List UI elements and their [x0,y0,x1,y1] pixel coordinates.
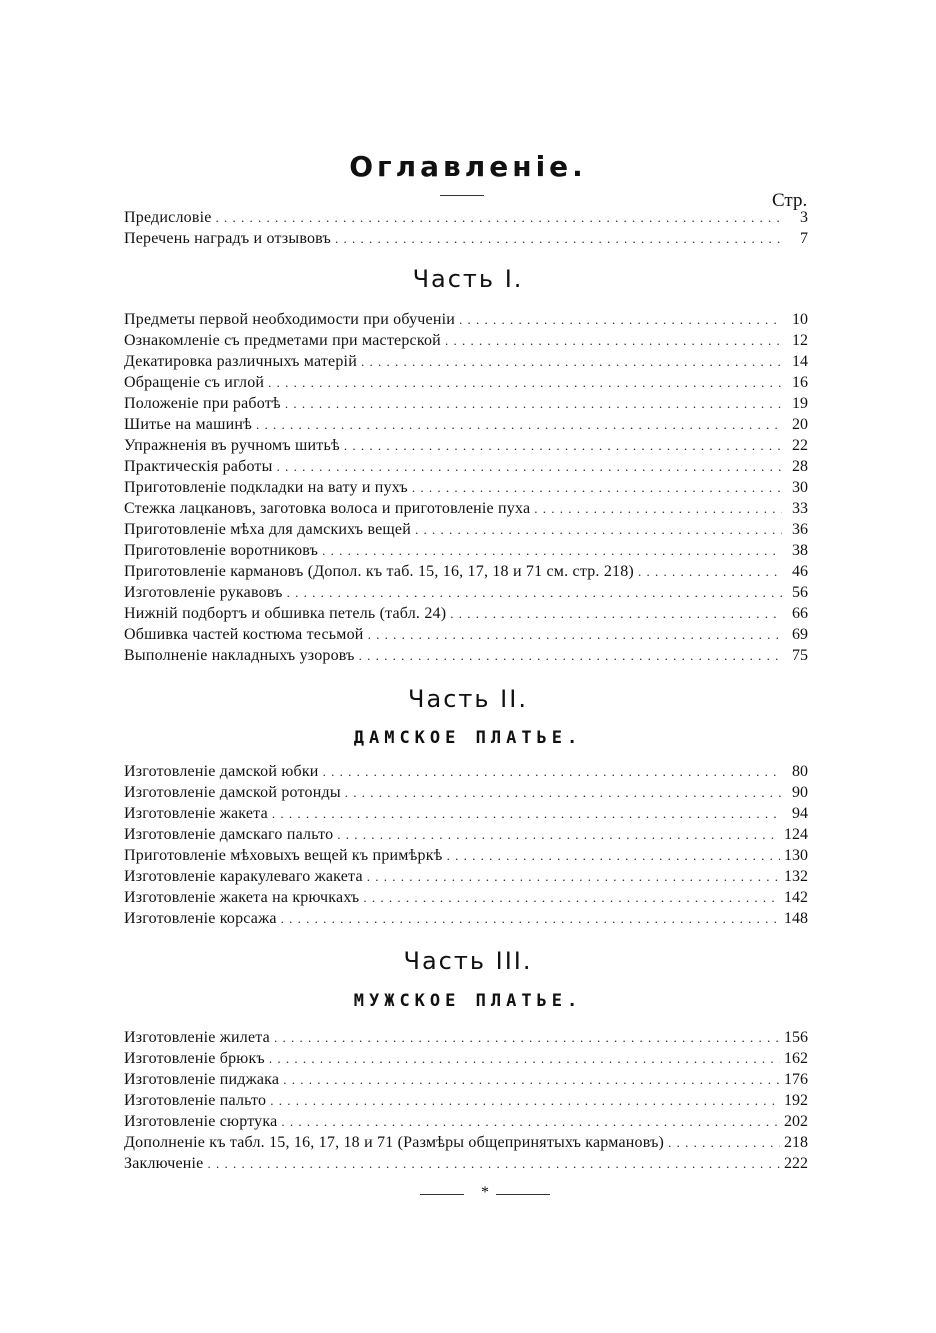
dot-leader [447,845,780,866]
toc-entry-page: 14 [792,353,808,370]
dot-leader [367,866,780,887]
toc-entry-label: Положеніе при работѣ [124,395,281,412]
toc-entry-page: 176 [784,1071,808,1088]
part1-title: Часть I. [412,265,524,293]
dot-leader [668,1132,780,1153]
toc-entry [124,887,808,908]
toc-entry [124,1027,808,1048]
toc-entry [124,330,808,351]
dot-leader [335,228,782,249]
toc-entry-page: 69 [792,626,808,643]
toc-entry [124,1132,808,1153]
toc-entry [124,561,808,582]
dot-leader [323,761,782,782]
toc-entry-page: 94 [792,805,808,822]
toc-entry-page: 130 [784,847,808,864]
toc-entry [124,908,808,929]
part1-section [124,309,808,666]
toc-entry [124,1048,808,1069]
dot-leader [283,1069,780,1090]
toc-entry-page: 7 [800,230,808,247]
toc-entry-page: 28 [792,458,808,475]
toc-entry [124,803,808,824]
dot-leader [272,803,782,824]
toc-entry [124,782,808,803]
toc-entry-label: Дополненіе къ табл. 15, 16, 17, 18 и 71 (Размѣры общепринятыхъ кармановъ) [124,1134,665,1151]
dot-leader [415,519,782,540]
toc-entry-page: 202 [784,1113,808,1130]
toc-entry-label: Заключеніе [124,1155,204,1172]
toc-entry [124,477,808,498]
toc-entry-label: Изготовленіе жакета [124,805,268,822]
toc-entry-page: 192 [784,1092,808,1109]
toc-entry [124,540,808,561]
title-rule [440,195,484,196]
toc-entry [124,456,808,477]
toc-entry-page: 56 [792,584,808,601]
toc-entry [124,1069,808,1090]
dot-leader [207,1153,780,1174]
dot-leader [359,645,782,666]
toc-entry-label: Изготовленіе рукавовъ [124,584,283,601]
dot-leader [287,582,782,603]
dot-leader [412,477,782,498]
toc-entry-page: 132 [784,868,808,885]
toc-entry-page: 148 [784,910,808,927]
toc-entry [124,1090,808,1111]
toc-entry [124,824,808,845]
toc-entry [124,1111,808,1132]
end-ornament [420,1184,550,1204]
toc-entry [124,645,808,666]
toc-entry-label: Изготовленіе пиджака [124,1071,280,1088]
ornament-line-left [420,1194,464,1195]
toc-entry-label: Обшивка частей костюма тесьмой [124,626,364,643]
toc-entry-page: 142 [784,889,808,906]
toc-entry-label: Изготовленіе брюкъ [124,1050,265,1067]
toc-entry-page: 3 [800,209,808,226]
toc-entry-label: Перечень наградъ и отзывовъ [124,230,331,247]
toc-entry-page: 30 [792,479,808,496]
toc-entry-label: Приготовленіе подкладки на вату и пухъ [124,479,408,496]
toc-entry-label: Упражненія въ ручномъ шитьѣ [124,437,340,454]
toc-entry-label: Приготовленіе мѣха для дамскихъ вещей [124,521,411,538]
toc-entry-page: 22 [792,437,808,454]
dot-leader [268,372,782,393]
toc-entry-label: Стежка лацкановъ, заготовка волоса и приготовленіе пуха [124,500,531,517]
toc-entry [124,435,808,456]
dot-leader [361,351,782,372]
dot-leader [363,887,780,908]
toc-entry-page: 12 [792,332,808,349]
toc-entry-page: 124 [784,826,808,843]
toc-entry-label: Изготовленіе корсажа [124,910,277,927]
toc-entry [124,519,808,540]
intro-section [124,207,808,249]
dot-leader [445,330,782,351]
toc-entry [124,309,808,330]
dot-leader [534,498,782,519]
part2-section [124,761,808,929]
dot-leader [274,1027,780,1048]
toc-entry [124,351,808,372]
toc-entry-page: 36 [792,521,808,538]
toc-entry-label: Приготовленіе мѣховыхъ вещей къ примѣркѣ [124,847,443,864]
toc-entry [124,582,808,603]
toc-entry-label: Изготовленіе сюртука [124,1113,278,1130]
toc-entry [124,228,808,249]
dot-leader [281,1111,780,1132]
dot-leader [459,309,782,330]
toc-entry-label: Изготовленіе пальто [124,1092,267,1109]
toc-entry-page: 38 [792,542,808,559]
toc-entry-label: Приготовленіе воротниковъ [124,542,319,559]
dot-leader [270,1090,780,1111]
dot-leader [277,456,782,477]
toc-entry [124,207,808,228]
toc-entry [124,624,808,645]
part2-title: Часть II. [408,685,528,713]
dot-leader [269,1048,780,1069]
toc-entry [124,414,808,435]
toc-entry-page: 80 [792,763,808,780]
dot-leader [344,435,782,456]
toc-entry-label: Выполненіе накладныхъ узоровъ [124,647,355,664]
toc-entry-label: Изготовленіе жилета [124,1029,270,1046]
toc-entry-page: 10 [792,311,808,328]
toc-entry-page: 90 [792,784,808,801]
toc-entry-page: 218 [784,1134,808,1151]
toc-entry-page: 33 [792,500,808,517]
toc-entry [124,372,808,393]
toc-entry-page: 162 [784,1050,808,1067]
toc-entry-label: Предметы первой необходимости при обученіи [124,311,456,328]
toc-entry-page: 156 [784,1029,808,1046]
dot-leader [450,603,782,624]
toc-entry-label: Декатировка различныхъ матерій [124,353,357,370]
toc-entry-label: Изготовленіе дамской юбки [124,763,319,780]
toc-entry-label: Предисловіе [124,209,212,226]
toc-entry-page: 20 [792,416,808,433]
toc-entry-label: Изготовленіе каракулеваго жакета [124,868,363,885]
toc-entry-label: Практическія работы [124,458,273,475]
dot-leader [368,624,782,645]
dot-leader [285,393,782,414]
toc-entry [124,603,808,624]
toc-entry [124,866,808,887]
toc-entry-label: Изготовленіе жакета на крючкахъ [124,889,360,906]
part2-subtitle: ДАМСКОЕ ПЛАТЬЕ. [353,728,583,748]
toc-entry-page: 19 [792,395,808,412]
page-title: Оглавленіе. [349,150,587,183]
part3-section [124,1027,808,1174]
dot-leader [345,782,782,803]
toc-entry-label: Изготовленіе дамскаго пальто [124,826,334,843]
toc-entry [124,845,808,866]
part3-subtitle: МУЖСКОЕ ПЛАТЬЕ. [353,991,583,1011]
toc-entry-page: 16 [792,374,808,391]
asterisk-icon: * [481,1184,489,1201]
toc-entry-page: 222 [784,1155,808,1172]
toc-entry-label: Ознакомленіе съ предметами при мастерской [124,332,441,349]
toc-entry [124,1153,808,1174]
toc-entry [124,761,808,782]
dot-leader [337,824,780,845]
toc-entry-label: Шитье на машинѣ [124,416,253,433]
dot-leader [322,540,782,561]
toc-entry-page: 75 [792,647,808,664]
toc-entry-label: Обращеніе съ иглой [124,374,265,391]
dot-leader [281,908,780,929]
toc-entry-label: Нижній подбортъ и обшивка петель (табл. 24) [124,605,447,622]
ornament-line-right [496,1194,550,1195]
dot-leader [256,414,782,435]
page-column-label: Стр. [772,190,808,211]
part3-title: Часть III. [403,947,533,975]
toc-entry [124,498,808,519]
dot-leader [638,561,782,582]
toc-entry-label: Изготовленіе дамской ротонды [124,784,341,801]
dot-leader [216,207,782,228]
toc-entry [124,393,808,414]
toc-entry-label: Приготовленіе кармановъ (Допол. къ таб. 15, 16, 17, 18 и 71 см. стр. 218) [124,563,634,580]
toc-entry-page: 66 [792,605,808,622]
toc-entry-page: 46 [792,563,808,580]
